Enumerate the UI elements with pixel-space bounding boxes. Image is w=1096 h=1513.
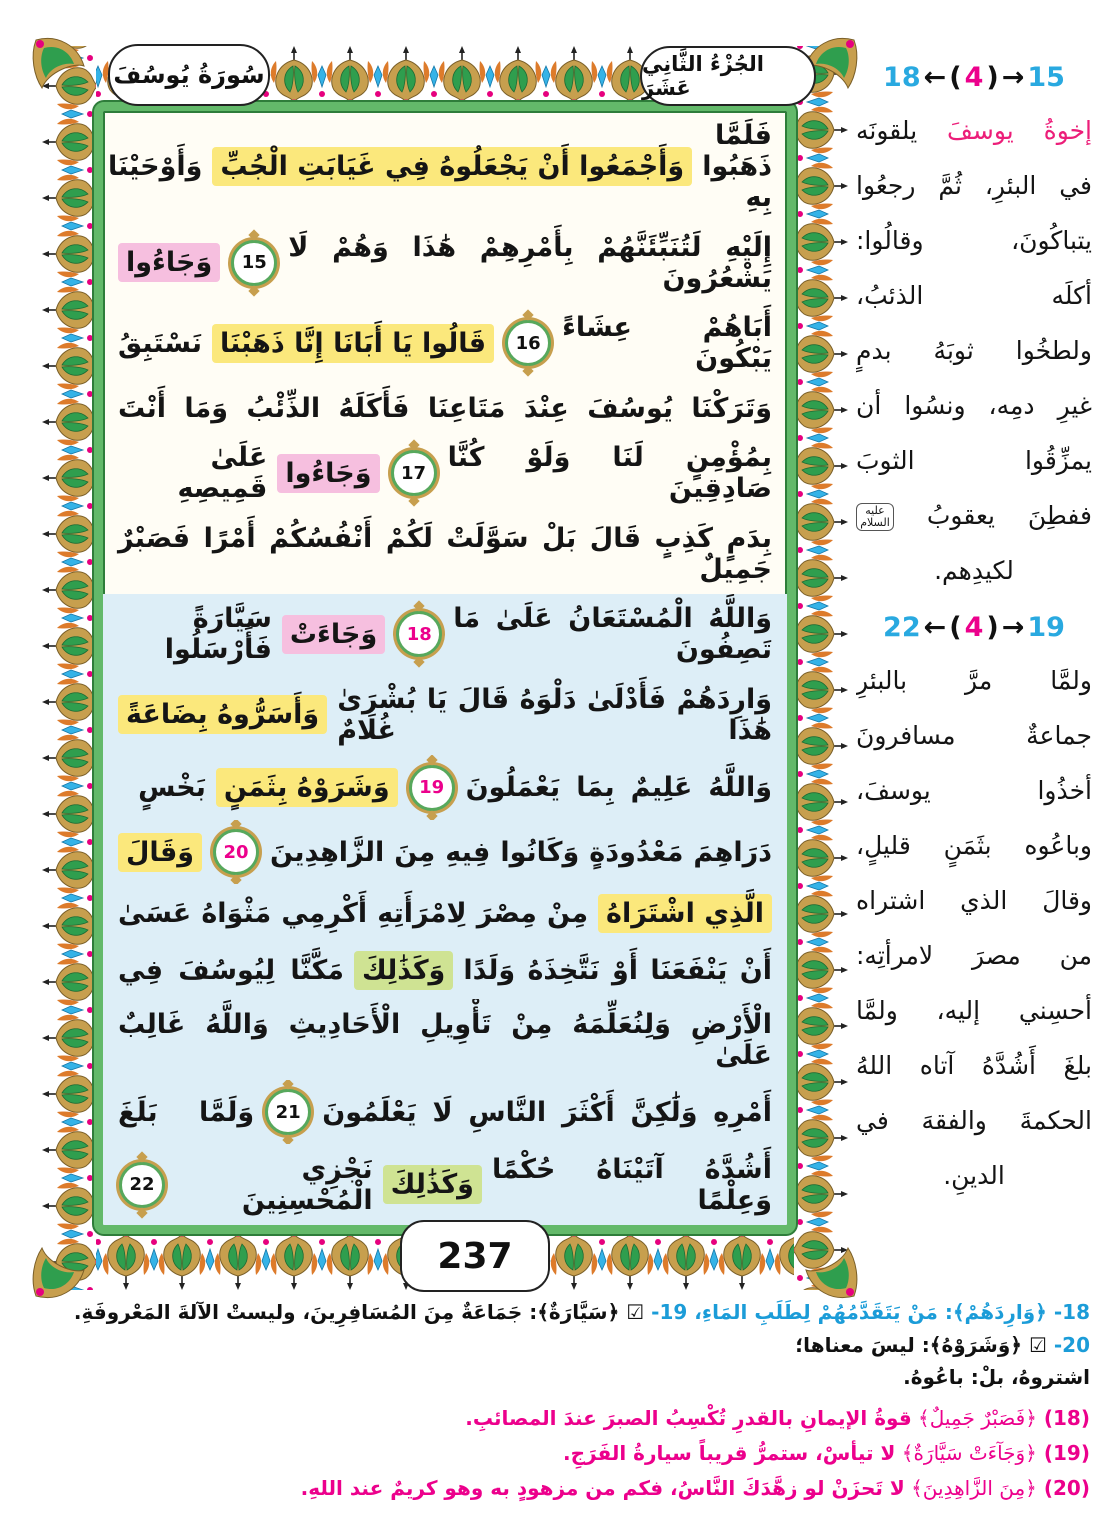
- word-meaning-notes-line-2: اشتروهُ، بلْ: باعُوهُ.: [903, 1365, 1090, 1389]
- highlighted-quran-segment: وَكَذَٰلِكَ: [383, 1165, 482, 1204]
- quran-line: [103, 675, 787, 756]
- surah-title: سُورَةُ يُوسُفَ: [113, 61, 265, 89]
- tafsir-line: [856, 928, 1092, 983]
- highlighted-quran-segment: وَجَاءَتْ: [282, 615, 385, 654]
- reflection-quran-quote: ﴿وَجَآءَتْ سَيَّارَةٌ﴾: [895, 1441, 1037, 1465]
- quran-text-segment: وَاللَّهُ الْمُسْتَعَانُ عَلَىٰ مَا تَصِفُونَ: [453, 603, 772, 666]
- border-ornament-right: [794, 46, 848, 1290]
- tafsir-line: [856, 213, 1092, 268]
- quran-text-segment: عَلَىٰ قَمِيصِهِ: [177, 442, 268, 505]
- quran-line: [103, 999, 787, 1080]
- tafsir-line: [856, 983, 1092, 1038]
- verse-number-medallion: 16: [505, 320, 551, 366]
- footnotes: [34, 1296, 1090, 1506]
- verse-range-end: 18: [883, 62, 921, 93]
- tafsir-text: يتباكُونَ، وقالُوا:: [856, 226, 1092, 255]
- quran-text-segment: بِمُؤْمِنٍ لَنَا وَلَوْ كُنَّا صَادِقِينَ: [447, 442, 772, 505]
- tafsir-line: [856, 873, 1092, 928]
- tafsir-line: [856, 268, 1092, 323]
- quran-line: [103, 1144, 787, 1225]
- reflection-quran-quote: ﴿مِنَ الزَّاهِدِينَ﴾: [904, 1476, 1037, 1500]
- verse-range-group: 4: [964, 62, 984, 93]
- quran-text-segment: وَتَرَكْنَا يُوسُفَ عِنْدَ مَتَاعِنَا فَأَكَلَهُ الذِّئْبُ وَمَا أَنْتَ: [118, 392, 772, 424]
- reflection-text: لا تيأسْ، ستمرُّ قريباً سيارةُ الفَرَجِ.: [563, 1441, 896, 1465]
- reflection-note: [34, 1401, 1090, 1436]
- highlighted-quran-segment: وَشَرَوْهُ بِثَمَنٍ: [216, 768, 398, 807]
- corner-ornament-icon: [28, 32, 92, 96]
- tafsir-sidebar: [856, 62, 1092, 1203]
- tafsir-line: [856, 433, 1092, 488]
- quran-text-segment: نَسْتَبِقُ: [118, 327, 202, 359]
- reflection-note: [34, 1471, 1090, 1506]
- word-note-segment: 18- ﴿وَارِدَهُمْ﴾: مَنْ يَتَقَدَّمُهُمْ لِطَلَبِ المَاءِ، 19-: [644, 1300, 1090, 1324]
- quran-line: [103, 755, 787, 820]
- quran-line: [103, 433, 787, 514]
- paren-close: ): [986, 612, 999, 643]
- tafsir-text: من مصرَ لامرأتِه:: [856, 941, 1092, 970]
- mushaf-decorative-frame: [42, 46, 848, 1290]
- tafsir-text: الدينِ.: [943, 1161, 1005, 1190]
- verse-range-header-1: [856, 62, 1092, 93]
- tafsir-line: [856, 323, 1092, 378]
- juz-title-cartouche: [640, 46, 816, 106]
- tafsir-text: يمزِّقُوا الثوبَ: [856, 446, 1092, 475]
- verse-range-start: 15: [1027, 62, 1065, 93]
- tafsir-text: إخوةُ يوسفَ: [947, 116, 1092, 145]
- quran-text-segment: أَنْ يَنْفَعَنَا أَوْ نَتَّخِذَهُ وَلَدًا: [463, 955, 772, 987]
- arrow-left-icon: ←: [923, 62, 947, 93]
- highlighted-quran-segment: وَجَاءُوا: [277, 454, 379, 493]
- highlighted-quran-segment: وَأَسَرُّوهُ بِضَاعَةً: [118, 695, 327, 734]
- tafsir-line: [856, 1148, 1092, 1203]
- quran-text-segment: دَرَاهِمَ مَعْدُودَةٍ وَكَانُوا فِيهِ مِنَ الزَّاهِدِينَ: [270, 836, 772, 868]
- tafsir-line: [856, 1093, 1092, 1148]
- tafsir-line: [856, 158, 1092, 213]
- tafsir-section-2: [856, 653, 1092, 1203]
- quran-line: [103, 111, 787, 223]
- tafsir-text: لكيدِهم.: [934, 556, 1014, 585]
- quran-line: [103, 223, 787, 304]
- reflection-quran-quote: ﴿فَصَبْرٌ جَمِيلٌ﴾: [911, 1406, 1037, 1430]
- quran-text-segment: مِنْ مِصْرَ لِامْرَأَتِهِ أَكْرِمِي مَثْوَاهُ عَسَىٰ: [118, 897, 589, 929]
- quran-text-segment: بِدَمٍ كَذِبٍ قَالَ بَلْ سَوَّلَتْ لَكُمْ أَنْفُسُكُمْ أَمْرًا فَصَبْرٌ جَمِيلٌ: [118, 522, 772, 585]
- reflection-text: قوةُ الإيمانِ بالقدرِ تُكْسِبُ الصبرَ عندَ المصائبِ.: [465, 1406, 912, 1430]
- tafsir-text: ولمَّا مرَّ بالبئرِ: [856, 666, 1092, 695]
- verse-number-medallion: 18: [396, 611, 442, 657]
- tafsir-line: [856, 488, 1092, 543]
- quran-text-segment: فَلَمَّا ذَهَبُوا بِهِ: [702, 120, 772, 214]
- tafsir-section-1: [856, 103, 1092, 598]
- highlighted-quran-segment: وَجَاءُوا: [118, 243, 220, 282]
- quran-text-segment: بَخْسٍ: [138, 772, 206, 804]
- juz-title: الجُزْءُ الثَّانِي عَشَرَ: [642, 52, 765, 100]
- quran-line: [103, 384, 787, 434]
- tafsir-text: وقالَ الذي اشتراه: [856, 886, 1092, 915]
- verse-number-medallion: 15: [231, 240, 277, 286]
- quran-text-segment: إِلَيْهِ لَتُنَبِّئَنَّهُمْ بِأَمْرِهِمْ هَٰذَا وَهُمْ لَا يَشْعُرُونَ: [288, 231, 772, 294]
- tafsir-line: [856, 818, 1092, 873]
- quran-line: [103, 820, 787, 885]
- reflection-verse-number: (20): [1036, 1476, 1090, 1500]
- quran-text-segment: الْأَرْضِ وَلِنُعَلِّمَهُ مِنْ تَأْوِيلِ الْأَحَادِيثِ وَاللَّهُ غَالِبٌ عَلَىٰ: [118, 1008, 772, 1071]
- tafsir-text: بلغَ أَشُدَّهُ آتاه اللهُ: [856, 1051, 1092, 1080]
- quran-text-segment: وَأَوْحَيْنَا: [107, 151, 203, 183]
- word-note-segment: ☑ ﴿وَشَرَوْهُ﴾: ليسَ معناها؛: [795, 1333, 1047, 1357]
- highlighted-quran-segment: وَقَالَ: [118, 833, 202, 872]
- quran-text-segment: وَاللَّهُ عَلِيمٌ بِمَا يَعْمَلُونَ: [465, 772, 772, 804]
- page-number-cartouche: [400, 1220, 550, 1292]
- quran-line: [103, 884, 787, 942]
- quran-text-segment: وَلَمَّا بَلَغَ: [118, 1096, 255, 1128]
- tafsir-line: [856, 1038, 1092, 1093]
- reflection-verse-number: (18): [1036, 1406, 1090, 1430]
- surah-title-cartouche: [108, 44, 270, 106]
- tafsir-text: في البئرِ، ثُمَّ رجعُوا: [856, 171, 1092, 200]
- highlighted-quran-segment: وَأَجْمَعُوا أَنْ يَجْعَلُوهُ فِي غَيَابَتِ الْجُبِّ: [212, 147, 692, 186]
- arrow-right-icon: →: [1001, 612, 1025, 643]
- tafsir-text: أخذُوا يوسفَ،: [856, 776, 1092, 805]
- reflection-note: [34, 1436, 1090, 1471]
- highlighted-quran-segment: وَكَذَٰلِكَ: [354, 951, 453, 990]
- paren-open: (: [949, 62, 962, 93]
- tafsir-text: جماعةٌ مسافرونَ: [856, 721, 1092, 750]
- page-number: 237: [437, 1235, 513, 1277]
- quran-line: [103, 1080, 787, 1145]
- quran-text-segment: أَشُدَّهُ آتَيْنَاهُ حُكْمًا وَعِلْمًا: [491, 1153, 772, 1216]
- corner-ornament-icon: [28, 1240, 92, 1304]
- alayhi-salam-mark: عليه السلام: [856, 503, 894, 531]
- tafsir-text: ففطِنَ يعقوبُ: [894, 501, 1092, 530]
- quran-lines: [103, 111, 787, 1225]
- reflection-text: لا تَحزَنْ لو زهَّدَكَ النَّاسُ، فكم من مزهودٍ به وهو كريمٌ عند اللهِ.: [300, 1476, 905, 1500]
- tafsir-text: أكلَه الذئبُ،: [856, 281, 1092, 310]
- corner-ornament-icon: [798, 1240, 862, 1304]
- arrow-right-icon: →: [1001, 62, 1025, 93]
- word-meaning-notes-line-1: [34, 1296, 1090, 1362]
- quran-line: [103, 594, 787, 675]
- verse-number-medallion: 19: [409, 765, 455, 811]
- tafsir-line: [856, 763, 1092, 818]
- quran-text-segment: مَكَّنَّا لِيُوسُفَ فِي: [118, 955, 344, 987]
- border-ornament-left: [42, 46, 96, 1290]
- tafsir-text: غيرِ دمِه، ونسُوا أن: [856, 391, 1092, 420]
- paren-open: (: [949, 612, 962, 643]
- word-note-segment: ☑ ﴿سَيَّارَةٌ﴾: جَمَاعَةٌ مِنَ المُسَافِرِينَ، وليستْ الآلةَ المَعْروفَةِ.: [73, 1300, 645, 1324]
- quran-text-segment: أَبَاهُمْ عِشَاءً يَبْكُونَ: [562, 312, 772, 375]
- verse-range-start: 19: [1027, 612, 1065, 643]
- quran-line: [103, 514, 787, 595]
- reflection-verse-number: (19): [1036, 1441, 1090, 1465]
- verse-range-header-2: [856, 612, 1092, 643]
- quran-text-segment: نَجْزِي الْمُحْسِنِينَ: [241, 1153, 373, 1216]
- tafsir-line: [856, 653, 1092, 708]
- tafsir-text: ولطخُوا ثوبَهُ بدمٍ: [856, 336, 1092, 365]
- verse-number-medallion: 20: [213, 829, 259, 875]
- quran-text-area: [94, 102, 796, 1234]
- quran-line: [103, 303, 787, 384]
- paren-close: ): [986, 62, 999, 93]
- quran-text-segment: وَارِدَهُمْ فَأَدْلَىٰ دَلْوَهُ قَالَ يَا بُشْرَىٰ هَٰذَا غُلَامٌ: [337, 683, 772, 746]
- highlighted-quran-segment: قَالُوا يَا أَبَانَا إِنَّا ذَهَبْنَا: [212, 324, 494, 363]
- word-note-segment: 20-: [1046, 1333, 1090, 1357]
- quran-text-segment: أَمْرِهِ وَلَٰكِنَّ أَكْثَرَ النَّاسِ لَا يَعْلَمُونَ: [322, 1096, 772, 1128]
- arrow-left-icon: ←: [923, 612, 947, 643]
- quran-text-segment: سَيَّارَةً فَأَرْسَلُوا: [164, 603, 272, 666]
- tafsir-line: [856, 543, 1092, 598]
- verse-number-medallion: 21: [265, 1089, 311, 1135]
- quran-line: [103, 942, 787, 1000]
- verse-range-group: 4: [964, 612, 984, 643]
- verse-number-medallion: 17: [391, 450, 437, 496]
- tafsir-line: [856, 103, 1092, 158]
- tafsir-text: وباعُوه بثَمَنٍ قليلٍ،: [856, 831, 1092, 860]
- tafsir-line: [856, 378, 1092, 433]
- reflection-notes: [34, 1401, 1090, 1506]
- tafsir-text: يلقونَه: [856, 116, 948, 145]
- verse-range-end: 22: [883, 612, 921, 643]
- verse-number-medallion: 22: [119, 1162, 165, 1208]
- highlighted-quran-segment: الَّذِي اشْتَرَاهُ: [598, 894, 772, 933]
- tafsir-line: [856, 708, 1092, 763]
- tafsir-text: الحكمةَ والفقهَ في: [856, 1106, 1092, 1135]
- tafsir-text: أحسِني إليه، ولمَّا: [856, 996, 1092, 1025]
